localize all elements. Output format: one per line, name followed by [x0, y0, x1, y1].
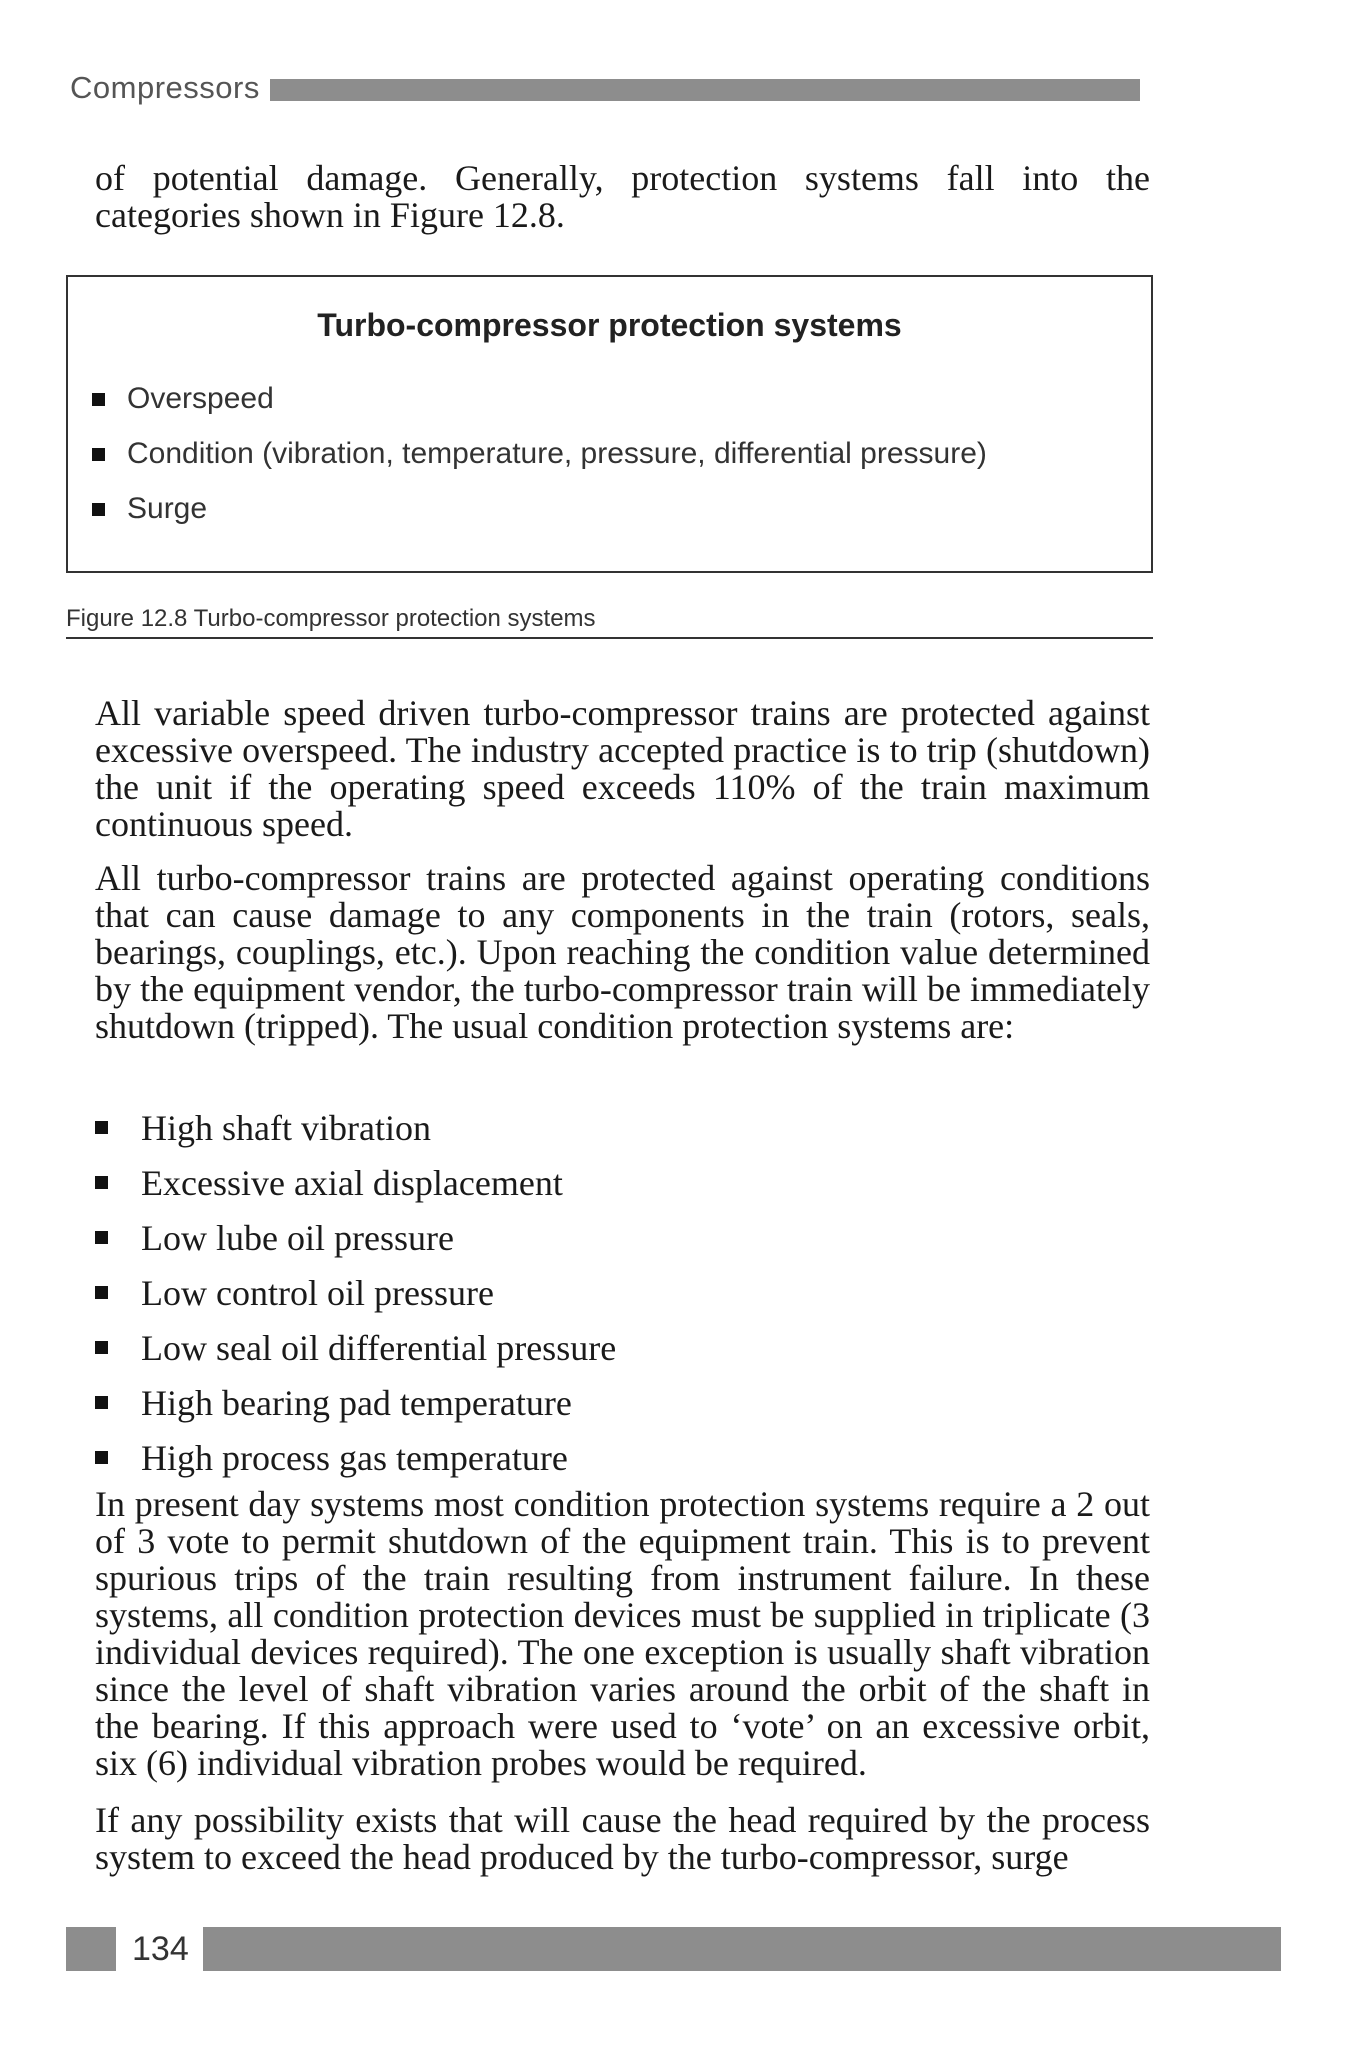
intro-paragraph: of potential damage. Generally, protection systems fall into the categories shown in Figure 12.8.: [95, 158, 1150, 235]
bullet-square-icon: [92, 448, 105, 461]
list-item-label: High shaft vibration: [141, 1107, 431, 1148]
list-item-label: Excessive axial displacement: [141, 1162, 563, 1203]
list-item: [95, 1430, 616, 1485]
figure-item-label: Surge: [127, 492, 208, 525]
list-item: [95, 1100, 616, 1155]
bullet-square-icon: [95, 1176, 108, 1189]
bullet-square-icon: [95, 1341, 108, 1354]
list-item: [95, 1155, 616, 1210]
list-item-label: Low control oil pressure: [141, 1272, 494, 1313]
figure-item-label: Condition (vibration, temperature, pressure, differential pressure): [127, 437, 987, 470]
list-item-label: Low seal oil differential pressure: [141, 1327, 617, 1368]
bullet-square-icon: [95, 1231, 108, 1244]
list-item: [95, 1320, 616, 1375]
figure-box: [66, 275, 1153, 573]
list-item-label: High bearing pad temperature: [141, 1382, 572, 1423]
header-title: Compressors: [70, 70, 260, 105]
paragraph-condition: All turbo-compressor trains are protected against operating conditions that can cause damage to any components in the train (rotors, seals, bearings, couplings, etc.). Upon reaching the condition value determined by the equipment vendor, the turbo-compressor train will be immediately shutdown (tripped). The usual condition protection systems are:: [95, 858, 1150, 1046]
list-item-label: High process gas temperature: [141, 1437, 568, 1478]
paragraph-voting: In present day systems most condition protection systems require a 2 out of 3 vote to permit shutdown of the equipment train. This is to prevent spurious trips of the train resulting from instrument failure. In these systems, all condition protection devices must be supplied in triplicate (3 individual devices required). The one exception is usually shaft vibration since the level of shaft vibration varies around the orbit of the shaft in the bearing. If this approach were used to ‘vote’ on an excessive orbit, six (6) individual vibration probes would be required.: [95, 1484, 1150, 1783]
bullet-square-icon: [95, 1451, 108, 1464]
figure-item: [92, 492, 207, 526]
figure-item: [92, 437, 987, 471]
figure-caption: Figure 12.8 Turbo-compressor protection systems: [66, 605, 1153, 639]
list-item: [95, 1210, 616, 1265]
page-footer: [66, 1927, 1281, 1971]
running-header: [70, 66, 1140, 110]
page-number: 134: [132, 1929, 189, 1968]
header-bar: [270, 79, 1140, 101]
paragraph-overspeed: All variable speed driven turbo-compressor trains are protected against excessive overspeed. The industry accepted practice is to trip (shutdown) the unit if the operating speed exceeds 110% of the train maximum continuous speed.: [95, 693, 1150, 844]
list-item: [95, 1265, 616, 1320]
figure-item: [92, 382, 274, 416]
figure-item-label: Overspeed: [127, 382, 274, 415]
footer-tab: [66, 1927, 116, 1971]
list-item: [95, 1375, 616, 1430]
bullet-square-icon: [92, 393, 105, 406]
condition-list: [95, 1100, 616, 1485]
bullet-square-icon: [95, 1286, 108, 1299]
footer-bar: [203, 1927, 1281, 1971]
bullet-square-icon: [95, 1396, 108, 1409]
paragraph-surge: If any possibility exists that will cause the head required by the process system to exceed the head produced by the turbo-compressor, surge: [95, 1800, 1150, 1877]
figure-title: Turbo-compressor protection systems: [317, 307, 902, 343]
bullet-square-icon: [92, 503, 105, 516]
bullet-square-icon: [95, 1121, 108, 1134]
list-item-label: Low lube oil pressure: [141, 1217, 454, 1258]
